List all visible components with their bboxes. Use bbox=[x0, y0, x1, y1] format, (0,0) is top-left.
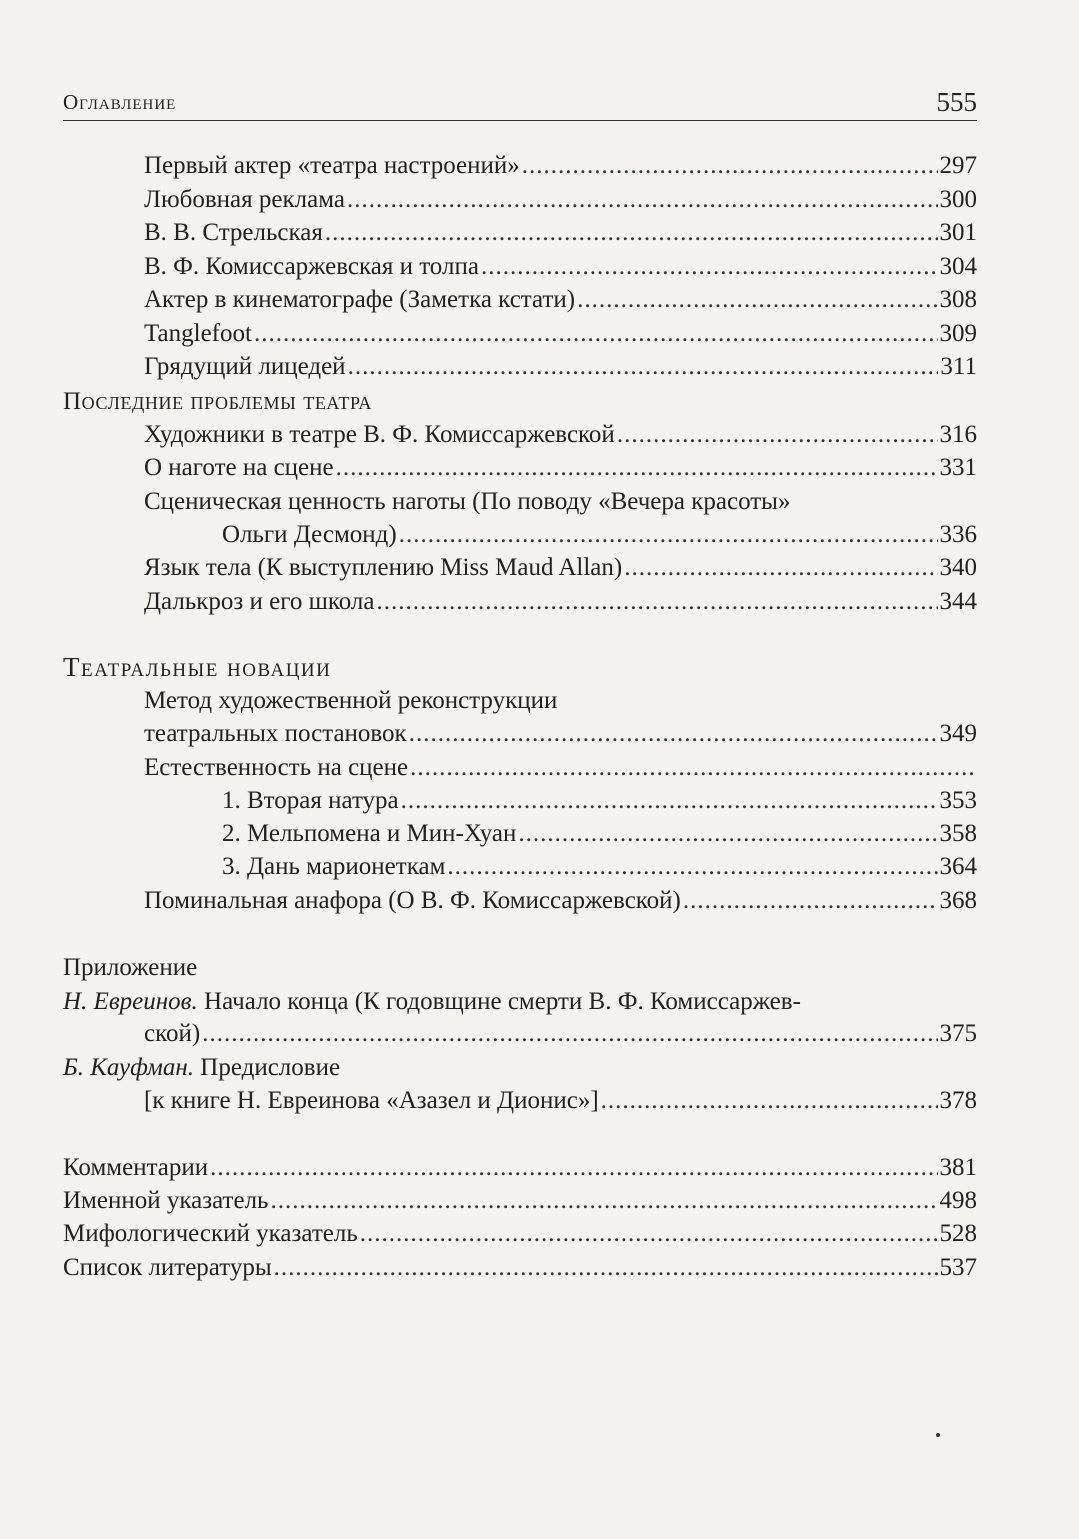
toc-entry-page: 378 bbox=[939, 1087, 977, 1114]
toc-entry[interactable] bbox=[63, 1151, 977, 1184]
toc-entry[interactable] bbox=[144, 551, 977, 584]
appendix-item-title: Предисловие bbox=[194, 1054, 341, 1081]
toc-entry[interactable] bbox=[144, 585, 977, 618]
toc-entry-page: 368 bbox=[939, 887, 977, 914]
toc-entry-page: 308 bbox=[939, 286, 977, 313]
header-page-number: 555 bbox=[936, 87, 977, 117]
toc-entry-title: Ольги Десмонд) bbox=[222, 521, 397, 548]
toc-entry-page: 340 bbox=[939, 554, 977, 581]
toc-entry-title-line1[interactable]: Метод художественной реконструкции bbox=[144, 687, 558, 714]
toc-entry-page: 309 bbox=[939, 320, 977, 347]
toc-entry-page: 358 bbox=[939, 820, 977, 847]
toc-entry-title: Список литературы bbox=[63, 1254, 272, 1281]
leader-dots bbox=[683, 884, 938, 917]
leader-dots bbox=[409, 717, 938, 750]
toc-entry-page: 300 bbox=[939, 186, 977, 213]
toc-entry-title: 3. Дань марионеткам bbox=[222, 853, 446, 880]
toc-entry[interactable] bbox=[144, 751, 977, 784]
toc-entry-page: 311 bbox=[940, 353, 977, 380]
toc-entry[interactable] bbox=[144, 183, 977, 216]
leader-dots bbox=[522, 149, 938, 182]
toc-entry-page: 537 bbox=[939, 1254, 977, 1281]
leader-dots bbox=[577, 283, 937, 316]
toc-entry[interactable] bbox=[144, 283, 977, 316]
toc-entry-title: Грядущий лицедей bbox=[144, 353, 346, 380]
toc-entry-page: 331 bbox=[939, 454, 977, 481]
toc-entry-title: Первый актер «театра настроений» bbox=[144, 152, 520, 179]
toc-entry[interactable] bbox=[144, 451, 977, 484]
toc-entry[interactable] bbox=[222, 817, 977, 850]
toc-entry-page: 353 bbox=[939, 787, 977, 814]
leader-dots bbox=[210, 1151, 937, 1184]
toc-entry-title: 1. Вторая натура bbox=[222, 787, 399, 814]
toc-entry[interactable] bbox=[144, 250, 977, 283]
toc-entry[interactable] bbox=[144, 1084, 977, 1117]
leader-dots bbox=[270, 1184, 937, 1217]
toc-entry-page: 381 bbox=[939, 1154, 977, 1181]
appendix-item-line1[interactable] bbox=[63, 985, 801, 1018]
toc-entry[interactable] bbox=[144, 884, 977, 917]
toc-entry-title: театральных постановок bbox=[144, 720, 407, 747]
toc-entry-title: ской) bbox=[144, 1020, 201, 1047]
toc-entry-page: 301 bbox=[939, 219, 977, 246]
toc-entry-title: В. Ф. Комиссаржевская и толпа bbox=[144, 253, 479, 280]
leader-dots bbox=[377, 585, 938, 618]
toc-entry[interactable] bbox=[144, 149, 977, 182]
author-name: Н. Евреинов. bbox=[63, 988, 198, 1015]
leader-dots bbox=[202, 1017, 937, 1050]
toc-entry[interactable] bbox=[144, 350, 977, 383]
ink-speck bbox=[936, 1433, 940, 1437]
section-heading-last-problems: Последние проблемы театра bbox=[63, 388, 372, 415]
header-title: Оглавление bbox=[63, 90, 177, 114]
toc-entry-page: 316 bbox=[939, 421, 977, 448]
toc-entry-page: 498 bbox=[939, 1187, 977, 1214]
leader-dots bbox=[624, 551, 937, 584]
toc-entry[interactable] bbox=[63, 1184, 977, 1217]
toc-entry-page: 349 bbox=[939, 720, 977, 747]
toc-entry[interactable] bbox=[222, 518, 977, 551]
appendix-item-title: Начало конца (К годовщине смерти В. Ф. Комиссаржев- bbox=[197, 988, 801, 1015]
toc-entry[interactable] bbox=[144, 418, 977, 451]
leader-dots bbox=[410, 751, 975, 784]
leader-dots bbox=[447, 850, 937, 883]
toc-entry-title: Комментарии bbox=[63, 1154, 209, 1181]
toc-entry-page: 375 bbox=[939, 1020, 977, 1047]
toc-entry-title: Любовная реклама bbox=[144, 186, 345, 213]
toc-entry-title: Художники в театре В. Ф. Комиссаржевской bbox=[144, 421, 615, 448]
leader-dots bbox=[254, 317, 938, 350]
leader-dots bbox=[601, 1084, 938, 1117]
toc-entry-title: В. В. Стрельская bbox=[144, 219, 323, 246]
toc-entry[interactable] bbox=[144, 317, 977, 350]
section-heading-theatrical: Театральные новации bbox=[63, 652, 332, 682]
toc-entry-title: Tanglefoot bbox=[144, 320, 252, 347]
toc-entry[interactable] bbox=[144, 717, 977, 750]
toc-entry[interactable] bbox=[144, 1017, 977, 1050]
leader-dots bbox=[617, 418, 938, 451]
toc-entry-title: Поминальная анафора (О В. Ф. Комиссаржевской) bbox=[144, 887, 681, 914]
toc-entry-page: 297 bbox=[939, 152, 977, 179]
leader-dots bbox=[518, 817, 937, 850]
toc-entry[interactable] bbox=[63, 1217, 977, 1250]
leader-dots bbox=[274, 1251, 938, 1284]
toc-entry-title: Естественность на сцене bbox=[144, 754, 409, 781]
leader-dots bbox=[360, 1217, 938, 1250]
toc-entry-title: [к книге Н. Евреинова «Азазел и Дионис»] bbox=[144, 1087, 599, 1114]
leader-dots bbox=[401, 784, 938, 817]
toc-entry-title: Именной указатель bbox=[63, 1187, 269, 1214]
leader-dots bbox=[348, 350, 939, 383]
leader-dots bbox=[336, 451, 938, 484]
toc-entry-title: Мифологический указатель bbox=[63, 1220, 358, 1247]
toc-entry-title: О наготе на сцене bbox=[144, 454, 334, 481]
toc-entry-title: Далькроз и его школа bbox=[144, 588, 375, 615]
toc-entry-page: 364 bbox=[939, 853, 977, 880]
toc-entry[interactable] bbox=[222, 850, 977, 883]
leader-dots bbox=[347, 183, 938, 216]
leader-dots bbox=[481, 250, 938, 283]
toc-entry-title: 2. Мельпомена и Мин-Хуан bbox=[222, 820, 517, 847]
toc-entry[interactable] bbox=[63, 1251, 977, 1284]
running-header bbox=[63, 82, 977, 121]
toc-entry-page: 336 bbox=[939, 521, 977, 548]
toc-entry-page: 344 bbox=[939, 588, 977, 615]
appendix-heading: Приложение bbox=[63, 954, 198, 981]
toc-entry-title-line1[interactable]: Сценическая ценность наготы (По поводу «Вечера красоты» bbox=[144, 488, 791, 515]
leader-dots bbox=[325, 216, 938, 249]
toc-entry-page: 528 bbox=[939, 1220, 977, 1247]
appendix-item-line1[interactable] bbox=[63, 1051, 340, 1084]
toc-entry[interactable] bbox=[222, 784, 977, 817]
toc-entry-page: 304 bbox=[939, 253, 977, 280]
toc-entry[interactable] bbox=[144, 216, 977, 249]
toc-entry-title: Язык тела (К выступлению Miss Maud Allan) bbox=[144, 554, 623, 581]
toc-entry-title: Актер в кинематографе (Заметка кстати) bbox=[144, 286, 576, 313]
author-name: Б. Кауфман. bbox=[63, 1054, 195, 1081]
leader-dots bbox=[399, 518, 938, 551]
